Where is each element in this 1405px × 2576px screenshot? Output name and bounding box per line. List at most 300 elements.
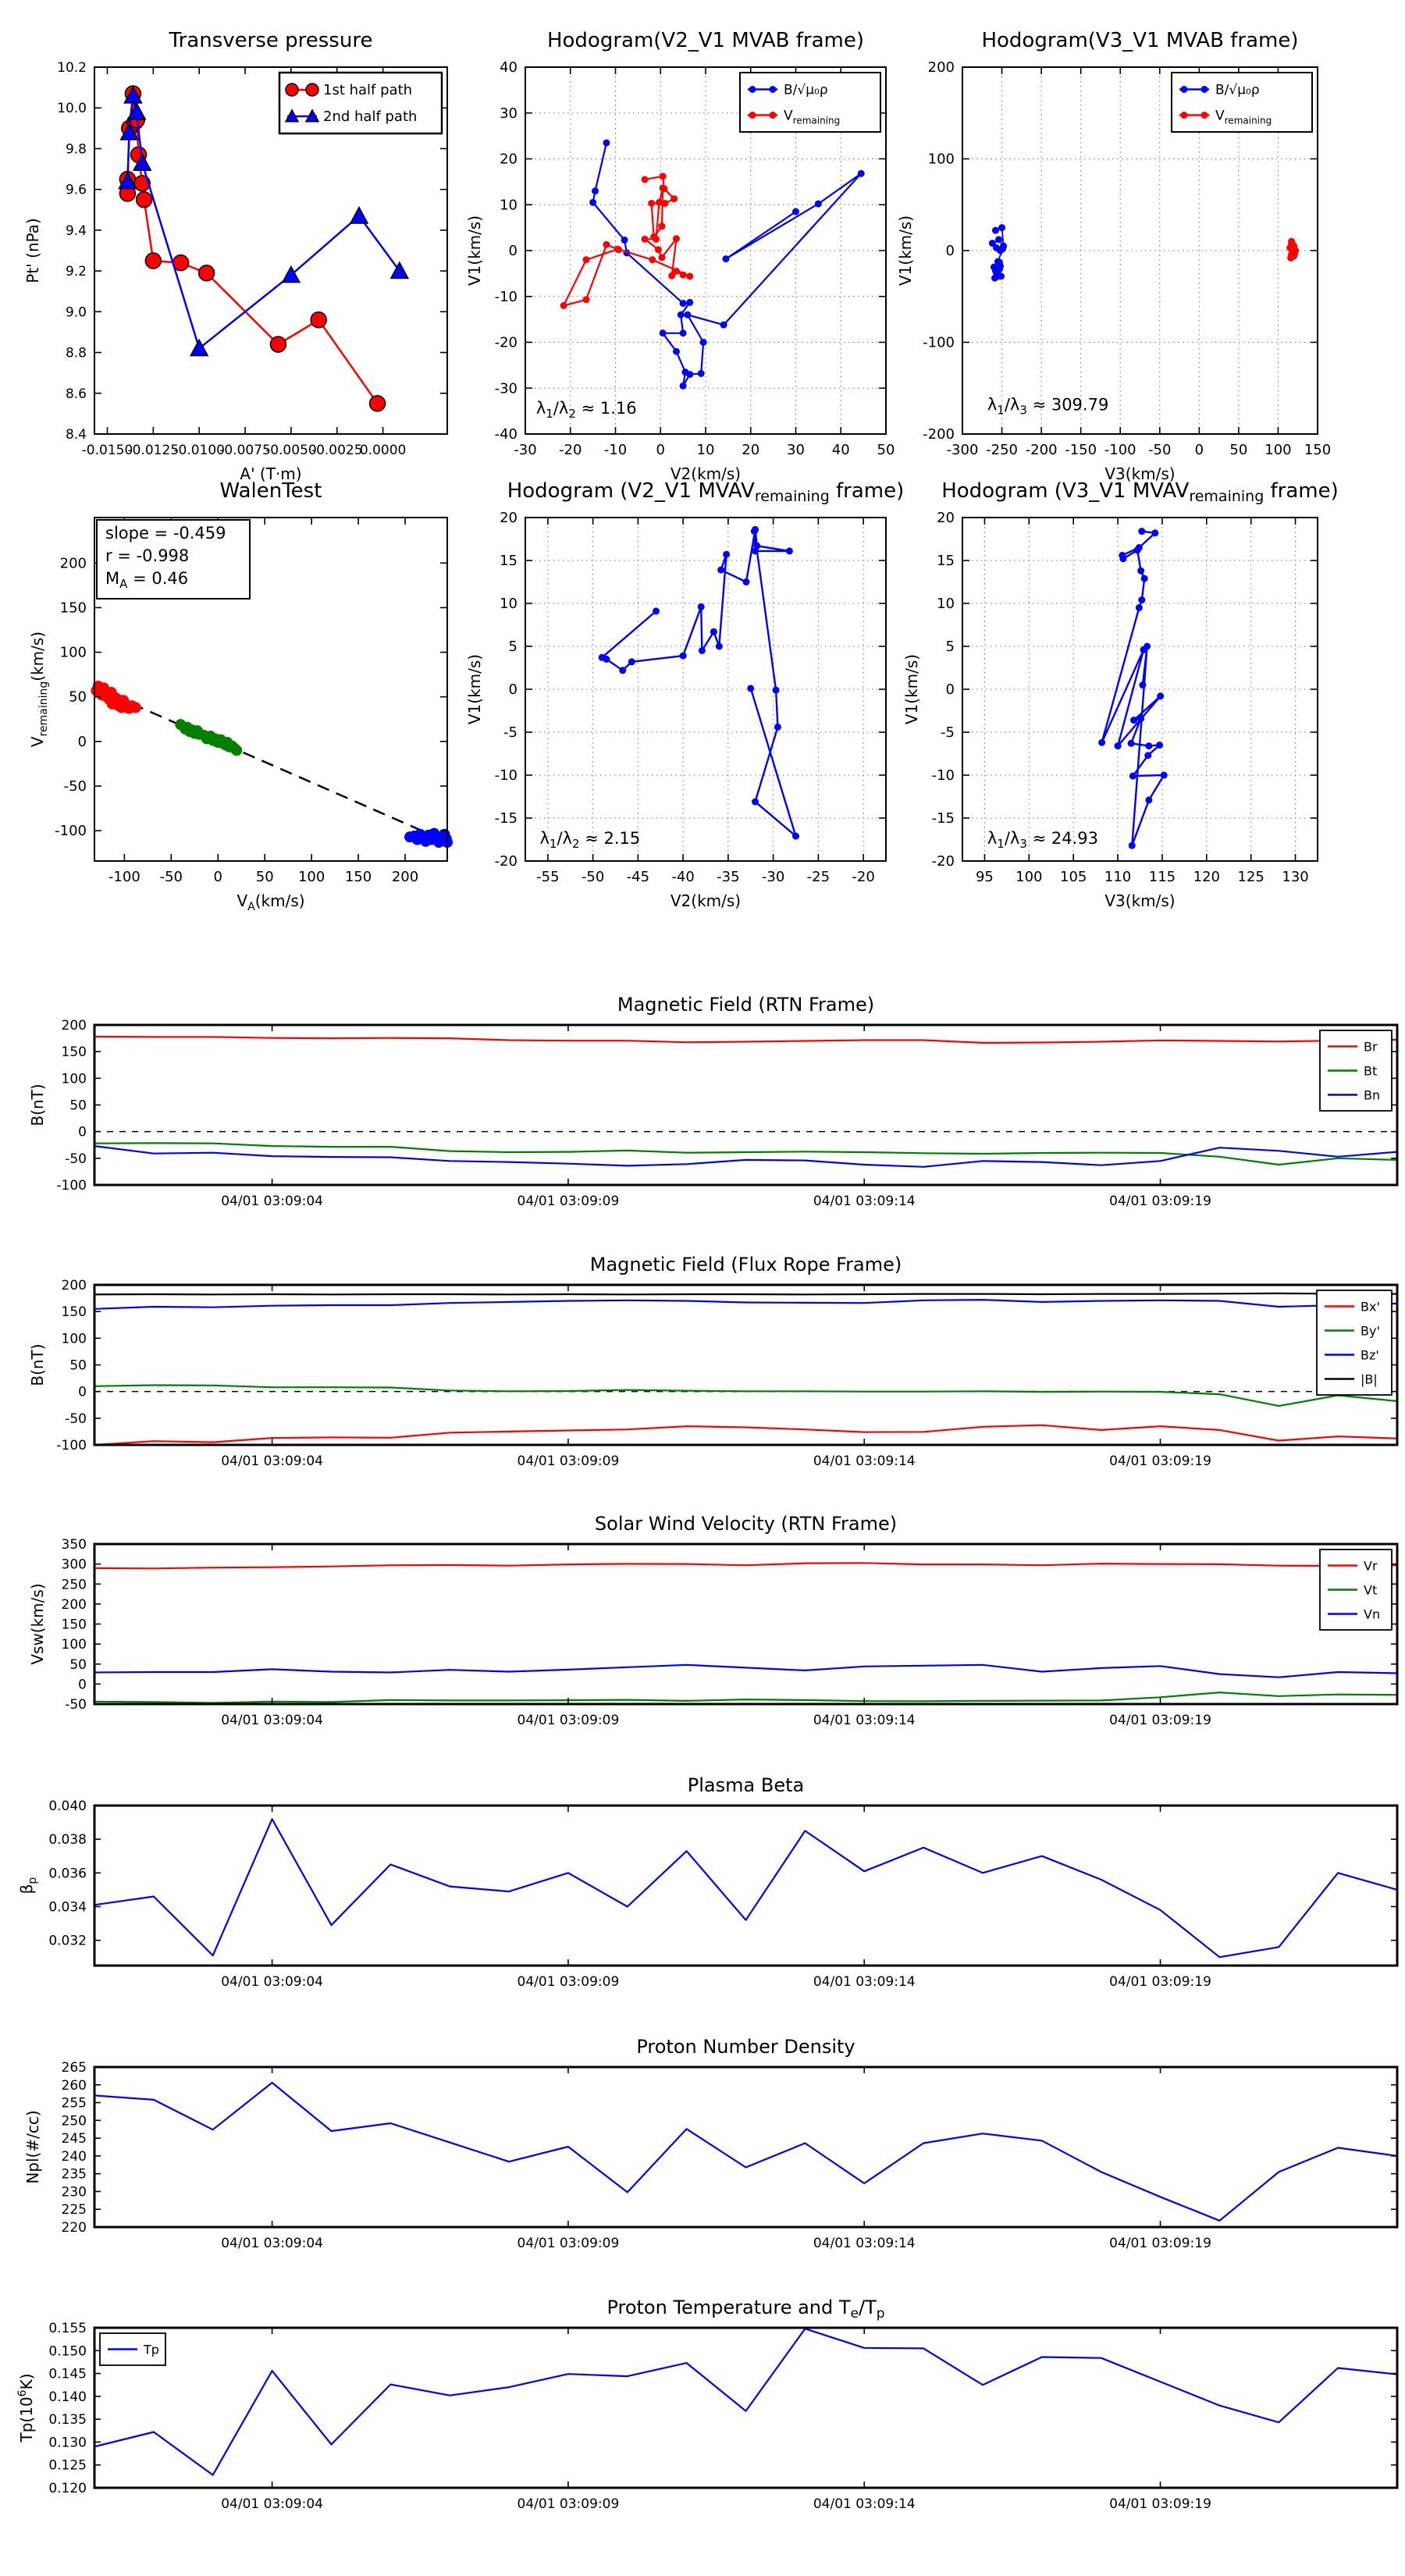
x-tick-label: 110 bbox=[1104, 869, 1132, 885]
marker-dot bbox=[582, 296, 589, 303]
x-tick-label: 30 bbox=[787, 442, 805, 458]
chart-title: Magnetic Field (Flux Rope Frame) bbox=[589, 1254, 902, 1276]
chart-title: Magnetic Field (RTN Frame) bbox=[617, 994, 875, 1016]
y-tick-label: 8.8 bbox=[65, 345, 87, 361]
y-tick-label: 0.140 bbox=[48, 2389, 87, 2405]
x-tick-label: -0.0075 bbox=[219, 443, 271, 458]
chart-mag-flux-rope bbox=[28, 1254, 1397, 1469]
y-tick-label: 0.040 bbox=[48, 1799, 87, 1814]
y-tick-label: 0 bbox=[78, 1677, 87, 1693]
marker-circle bbox=[306, 84, 318, 96]
chart-hodogram-v3v1-mvab bbox=[896, 29, 1331, 483]
y-tick-label: 8.4 bbox=[65, 427, 87, 443]
marker-dot bbox=[680, 653, 687, 660]
marker-dot bbox=[1137, 568, 1144, 575]
y-tick-label: 20 bbox=[937, 510, 955, 526]
marker-dot bbox=[680, 272, 687, 279]
marker-dot bbox=[720, 322, 727, 329]
y-tick-label: -100 bbox=[56, 1438, 87, 1453]
marker-dot bbox=[723, 551, 730, 558]
series-middle points bbox=[175, 719, 242, 756]
legend bbox=[1317, 1290, 1392, 1395]
ticks bbox=[56, 1018, 1397, 1209]
series-B hodogram bbox=[599, 526, 799, 840]
y-tick-label: 9.0 bbox=[65, 304, 87, 321]
y-tick-label: 0.155 bbox=[48, 2321, 87, 2336]
marker-dot bbox=[1129, 773, 1136, 780]
y-tick-label: -20 bbox=[931, 853, 955, 870]
x-tick-label: 95 bbox=[975, 869, 994, 885]
x-tick-label: 04/01 03:09:14 bbox=[813, 2496, 916, 2512]
marker-circle bbox=[199, 265, 215, 281]
marker-triangle bbox=[391, 262, 408, 278]
y-tick-label: 20 bbox=[500, 151, 518, 168]
y-tick-label: 9.2 bbox=[65, 264, 87, 280]
marker-dot bbox=[684, 311, 691, 318]
y-tick-label: 30 bbox=[500, 105, 518, 122]
annotation: $\lambda_1/\lambda_3 \approx 24.93$ bbox=[987, 829, 1098, 851]
y-axis-label: $V_{remaining}(km/s)$ bbox=[28, 631, 50, 748]
x-tick-label: 200 bbox=[391, 869, 419, 885]
marker-dot bbox=[680, 382, 687, 390]
marker-dot bbox=[1161, 772, 1168, 779]
y-tick-label: 200 bbox=[927, 59, 955, 76]
x-tick-label: -150 bbox=[1065, 442, 1097, 458]
marker-dot bbox=[686, 272, 693, 279]
marker-dot bbox=[1289, 240, 1296, 247]
y-tick-label: 230 bbox=[61, 2184, 87, 2201]
legend-label: $V_{remaining}$ bbox=[784, 108, 841, 126]
x-tick-label: -0.0025 bbox=[311, 443, 363, 458]
y-axis-label: V1(km/s) bbox=[902, 653, 921, 725]
annotation: $\lambda_1/\lambda_2 \approx 1.16$ bbox=[535, 399, 637, 422]
marker-dot bbox=[774, 724, 781, 731]
ticks bbox=[495, 510, 886, 885]
marker-circle bbox=[311, 312, 326, 328]
y-tick-label: 0.036 bbox=[48, 1866, 87, 1882]
marker-dot bbox=[615, 246, 622, 253]
marker-dot bbox=[656, 199, 663, 206]
y-tick-label: 50 bbox=[69, 1357, 87, 1374]
marker-dot bbox=[1137, 715, 1144, 722]
marker-dot bbox=[673, 268, 680, 275]
marker-dot bbox=[603, 139, 610, 146]
x-tick-label: 04/01 03:09:19 bbox=[1109, 1194, 1211, 1209]
x-tick-label: 04/01 03:09:09 bbox=[517, 1453, 620, 1469]
x-tick-label: -250 bbox=[986, 442, 1018, 458]
y-tick-label: 5 bbox=[945, 639, 955, 655]
y-tick-label: 0 bbox=[945, 681, 955, 698]
marker-dot bbox=[648, 200, 655, 207]
marker-dot bbox=[752, 547, 759, 554]
y-tick-label: 150 bbox=[61, 1304, 87, 1321]
x-tick-label: -100 bbox=[108, 869, 140, 885]
y-tick-label: 9.8 bbox=[65, 141, 87, 158]
y-axis-label: Vsw(km/s) bbox=[28, 1583, 47, 1665]
marker-dot bbox=[628, 658, 635, 665]
y-tick-label: 260 bbox=[61, 2077, 87, 2094]
x-tick-label: 04/01 03:09:04 bbox=[221, 1974, 323, 1990]
marker-dot bbox=[792, 833, 799, 840]
chart-title: WalenTest bbox=[219, 479, 322, 503]
chart-title: Hodogram (V2_V1 MVAVremaining frame) bbox=[507, 479, 905, 505]
x-axis-label: V2(km/s) bbox=[670, 464, 742, 483]
marker-dot bbox=[1157, 692, 1164, 699]
y-tick-label: 0 bbox=[508, 681, 518, 698]
marker-dot bbox=[815, 201, 822, 208]
marker-circle bbox=[145, 253, 161, 269]
y-tick-label: 50 bbox=[69, 1656, 87, 1673]
chart-hodogram-v2v1-mvab bbox=[465, 29, 895, 483]
marker-circle bbox=[370, 396, 386, 411]
x-axis-label: V3(km/s) bbox=[1104, 891, 1176, 910]
marker-dot bbox=[1201, 86, 1208, 93]
marker-dot bbox=[655, 246, 662, 253]
annotation: $\lambda_1/\lambda_3 \approx 309.79$ bbox=[987, 395, 1109, 418]
marker-dot bbox=[1129, 842, 1136, 849]
marker-dot bbox=[747, 685, 754, 692]
y-tick-label: 10 bbox=[937, 596, 955, 612]
x-tick-label: -100 bbox=[1104, 442, 1136, 458]
y-tick-label: 8.6 bbox=[65, 386, 87, 402]
legend bbox=[279, 73, 442, 133]
y-tick-label: 0.032 bbox=[48, 1933, 87, 1949]
x-tick-label: 50 bbox=[1229, 442, 1248, 458]
x-tick-label: 04/01 03:09:09 bbox=[517, 1974, 620, 1990]
y-tick-label: 15 bbox=[500, 553, 518, 569]
y-tick-label: 15 bbox=[937, 553, 955, 569]
y-tick-label: 0 bbox=[508, 243, 518, 259]
x-tick-label: 04/01 03:09:09 bbox=[517, 1194, 620, 1209]
x-tick-label: 04/01 03:09:19 bbox=[1109, 2236, 1211, 2251]
y-tick-label: 9.6 bbox=[65, 182, 87, 198]
x-tick-label: -200 bbox=[1025, 442, 1058, 458]
y-tick-label: 0 bbox=[78, 1384, 87, 1400]
x-tick-label: 04/01 03:09:14 bbox=[813, 1974, 916, 1990]
y-tick-label: 150 bbox=[61, 1044, 87, 1061]
y-tick-label: -10 bbox=[494, 288, 518, 305]
x-tick-label: 04/01 03:09:04 bbox=[221, 1194, 323, 1209]
marker-dot bbox=[621, 237, 628, 244]
y-axis-label: $\beta_p$ bbox=[17, 1877, 39, 1895]
series-Br bbox=[94, 1037, 1397, 1043]
y-tick-label: 220 bbox=[61, 2220, 87, 2236]
y-tick-label: 10 bbox=[500, 197, 518, 214]
series-fit line bbox=[94, 688, 447, 842]
y-tick-label: 100 bbox=[59, 644, 87, 661]
x-tick-label: 120 bbox=[1193, 869, 1220, 885]
x-tick-label: -50 bbox=[159, 869, 183, 885]
marker-dot bbox=[130, 702, 141, 713]
axes-frame bbox=[94, 1806, 1397, 1966]
grid bbox=[525, 518, 886, 861]
marker-dot bbox=[1138, 528, 1145, 535]
y-tick-label: -50 bbox=[65, 1697, 87, 1713]
y-axis-label: Npl(#/cc) bbox=[23, 2110, 42, 2184]
legend bbox=[100, 2333, 165, 2365]
marker-dot bbox=[1141, 575, 1148, 582]
marker-dot bbox=[1201, 112, 1208, 119]
marker-dot bbox=[770, 86, 777, 93]
legend-label: B/√μ₀ρ bbox=[1215, 82, 1260, 98]
x-tick-label: -10 bbox=[603, 442, 628, 458]
marker-dot bbox=[1098, 739, 1105, 746]
x-tick-label: 100 bbox=[297, 869, 325, 885]
legend bbox=[740, 73, 880, 132]
y-tick-label: 9.4 bbox=[65, 222, 87, 239]
chart-vsw-rtn bbox=[28, 1513, 1397, 1728]
chart-title: Solar Wind Velocity (RTN Frame) bbox=[594, 1513, 898, 1535]
x-tick-label: 115 bbox=[1148, 869, 1176, 885]
series-By' bbox=[94, 1386, 1397, 1407]
series-|B| bbox=[94, 1293, 1397, 1294]
y-tick-label: -10 bbox=[494, 767, 518, 784]
y-tick-label: 200 bbox=[61, 1018, 87, 1034]
y-tick-label: -50 bbox=[65, 1411, 87, 1427]
marker-dot bbox=[1144, 643, 1151, 650]
x-tick-label: 04/01 03:09:09 bbox=[517, 1713, 620, 1728]
y-axis-label: B(nT) bbox=[28, 1343, 47, 1386]
marker-dot bbox=[858, 170, 865, 177]
x-tick-label: 04/01 03:09:19 bbox=[1109, 2496, 1211, 2512]
y-axis-label: V1(km/s) bbox=[465, 653, 484, 725]
marker-dot bbox=[603, 241, 610, 248]
marker-dot bbox=[1288, 251, 1295, 258]
legend-label: Vt bbox=[1364, 1582, 1378, 1598]
x-axis-label: V3(km/s) bbox=[1104, 464, 1176, 483]
series-B hodogram bbox=[1098, 528, 1168, 849]
stats-line: $M_A = 0.46$ bbox=[105, 569, 189, 591]
marker-dot bbox=[722, 255, 729, 262]
y-tick-label: 10.2 bbox=[57, 60, 87, 76]
x-tick-label: -20 bbox=[852, 869, 875, 885]
x-axis-label: A' (T·m) bbox=[240, 464, 302, 483]
y-axis-label: B(nT) bbox=[28, 1083, 47, 1126]
y-tick-label: 245 bbox=[61, 2131, 87, 2147]
marker-dot bbox=[619, 667, 626, 674]
x-tick-label: -25 bbox=[806, 869, 831, 885]
x-tick-label: 0.0000 bbox=[359, 443, 407, 458]
legend-label: Bz' bbox=[1361, 1347, 1379, 1363]
marker-dot bbox=[1145, 796, 1152, 803]
marker-dot bbox=[589, 199, 596, 206]
y-tick-label: -200 bbox=[923, 426, 955, 443]
x-tick-label: 04/01 03:09:19 bbox=[1109, 1453, 1211, 1469]
marker-dot bbox=[996, 259, 1003, 266]
marker-dot bbox=[698, 603, 705, 610]
y-tick-label: 0 bbox=[945, 243, 955, 259]
chart-title: Plasma Beta bbox=[687, 1774, 805, 1796]
marker-dot bbox=[999, 245, 1006, 252]
x-tick-label: -40 bbox=[671, 869, 695, 885]
chart-mag-rtn bbox=[28, 994, 1397, 1209]
x-tick-label: 04/01 03:09:19 bbox=[1109, 1974, 1211, 1990]
x-tick-label: -20 bbox=[559, 442, 582, 458]
series-beta bbox=[94, 1819, 1397, 1957]
x-tick-label: 04/01 03:09:14 bbox=[813, 1194, 916, 1209]
x-tick-label: -50 bbox=[1148, 442, 1172, 458]
marker-dot bbox=[1181, 86, 1188, 93]
y-tick-label: 240 bbox=[61, 2148, 87, 2165]
x-tick-label: 50 bbox=[255, 869, 274, 885]
y-tick-label: 5 bbox=[508, 639, 518, 655]
y-tick-label: 0.120 bbox=[48, 2481, 87, 2496]
y-tick-label: 265 bbox=[61, 2060, 87, 2076]
marker-dot bbox=[560, 302, 567, 309]
chart-plasma-beta bbox=[17, 1774, 1397, 1990]
legend-label: By' bbox=[1361, 1323, 1380, 1339]
x-tick-label: -30 bbox=[514, 442, 537, 458]
marker-dot bbox=[653, 607, 660, 614]
y-tick-label: -100 bbox=[56, 1178, 87, 1194]
marker-dot bbox=[710, 628, 717, 635]
y-tick-label: -50 bbox=[65, 1151, 87, 1167]
axes-frame bbox=[94, 1544, 1397, 1704]
y-tick-label: 0.135 bbox=[48, 2412, 87, 2428]
y-tick-label: 225 bbox=[61, 2202, 87, 2218]
x-tick-label: 40 bbox=[831, 442, 850, 458]
x-tick-label: 04/01 03:09:14 bbox=[813, 1453, 916, 1469]
y-tick-label: -5 bbox=[503, 724, 518, 741]
x-tick-label: -35 bbox=[717, 869, 740, 885]
x-tick-label: 150 bbox=[1304, 442, 1332, 458]
y-tick-label: 250 bbox=[61, 2113, 87, 2129]
marker-dot bbox=[1134, 546, 1141, 553]
x-tick-label: -0.0050 bbox=[265, 443, 317, 458]
legend-label: Bt bbox=[1364, 1063, 1378, 1079]
x-tick-label: 04/01 03:09:04 bbox=[221, 2496, 323, 2512]
legend-label: Bn bbox=[1364, 1087, 1381, 1103]
legend-label: Tp bbox=[144, 2342, 159, 2357]
y-tick-label: 250 bbox=[61, 1577, 87, 1593]
x-tick-label: 0 bbox=[656, 442, 665, 458]
chart-title: Transverse pressure bbox=[169, 29, 373, 52]
y-axis-label: $Tp(10^6K)$ bbox=[16, 2373, 36, 2443]
marker-dot bbox=[603, 656, 610, 663]
series-Bt bbox=[94, 1143, 1397, 1165]
marker-dot bbox=[678, 311, 685, 318]
chart-title: Proton Temperature and $T_e/T_p$ bbox=[606, 2297, 885, 2322]
y-tick-label: 100 bbox=[61, 1071, 87, 1087]
y-tick-label: -100 bbox=[923, 334, 955, 351]
series-Tp bbox=[94, 2329, 1397, 2475]
x-tick-label: -300 bbox=[946, 442, 979, 458]
x-tick-label: 20 bbox=[742, 442, 760, 458]
marker-dot bbox=[660, 329, 667, 336]
marker-dot bbox=[673, 235, 680, 242]
annotation: $\lambda_1/\lambda_2 \approx 2.15$ bbox=[539, 829, 641, 851]
x-tick-label: 150 bbox=[344, 869, 372, 885]
series-Bx' bbox=[94, 1425, 1397, 1445]
y-tick-label: 300 bbox=[61, 1557, 87, 1573]
legend-label: |B| bbox=[1361, 1372, 1378, 1387]
y-tick-label: 20 bbox=[500, 510, 518, 526]
marker-dot bbox=[658, 222, 665, 229]
y-axis-label: Pt' (nPa) bbox=[23, 218, 42, 283]
series-B/√μ₀ρ bbox=[989, 224, 1007, 282]
marker-dot bbox=[686, 371, 693, 378]
chart-title: Hodogram(V3_V1 MVAB frame) bbox=[981, 29, 1299, 52]
x-tick-label: 125 bbox=[1237, 869, 1264, 885]
x-tick-label: 04/01 03:09:14 bbox=[813, 1713, 916, 1728]
marker-circle bbox=[137, 192, 152, 208]
y-tick-label: 100 bbox=[61, 1331, 87, 1347]
x-tick-label: -0.0125 bbox=[127, 443, 180, 458]
x-tick-label: 04/01 03:09:09 bbox=[517, 2496, 620, 2512]
x-tick-label: -55 bbox=[536, 869, 560, 885]
y-tick-label: 350 bbox=[61, 1537, 87, 1553]
marker-dot bbox=[1115, 742, 1122, 749]
marker-dot bbox=[786, 547, 793, 554]
y-tick-label: 0.130 bbox=[48, 2435, 87, 2451]
series-V_{remaining} bbox=[1286, 238, 1299, 262]
marker-circle bbox=[286, 84, 298, 96]
marker-dot bbox=[231, 745, 242, 756]
x-tick-label: 04/01 03:09:19 bbox=[1109, 1713, 1211, 1728]
x-tick-label: -0.0150 bbox=[81, 443, 133, 458]
y-tick-label: 100 bbox=[927, 151, 955, 168]
marker-dot bbox=[642, 176, 649, 183]
chart-title: Hodogram(V2_V1 MVAB frame) bbox=[546, 29, 865, 52]
x-tick-label: 105 bbox=[1060, 869, 1087, 885]
marker-dot bbox=[717, 567, 724, 574]
series-1st half path bbox=[119, 86, 385, 411]
marker-dot bbox=[1136, 604, 1143, 611]
marker-dot bbox=[749, 112, 756, 119]
marker-dot bbox=[770, 112, 777, 119]
legend-label: Br bbox=[1364, 1039, 1378, 1055]
marker-dot bbox=[773, 687, 780, 694]
stats-line: slope = -0.459 bbox=[105, 524, 226, 543]
y-tick-label: 255 bbox=[61, 2095, 87, 2112]
marker-dot bbox=[792, 208, 799, 215]
chart-hodogram-v2v1-mvav bbox=[465, 479, 904, 910]
y-tick-label: -20 bbox=[494, 853, 518, 870]
axes-frame bbox=[525, 518, 886, 861]
marker-dot bbox=[752, 799, 759, 806]
marker-dot bbox=[658, 254, 665, 261]
marker-dot bbox=[582, 256, 589, 263]
legend bbox=[1320, 1030, 1392, 1111]
axes-frame bbox=[94, 2067, 1397, 2227]
marker-dot bbox=[673, 348, 680, 355]
marker-dot bbox=[1130, 717, 1137, 724]
marker-dot bbox=[1151, 529, 1158, 536]
marker-dot bbox=[1128, 740, 1135, 747]
x-tick-label: 130 bbox=[1282, 869, 1309, 885]
chart-proton-temperature bbox=[16, 2297, 1397, 2512]
x-tick-label: 04/01 03:09:09 bbox=[517, 2236, 620, 2251]
x-tick-label: 04/01 03:09:14 bbox=[813, 2236, 916, 2251]
marker-dot bbox=[1138, 596, 1145, 603]
y-tick-label: 200 bbox=[59, 555, 87, 572]
marker-dot bbox=[1145, 742, 1152, 749]
y-tick-label: 0 bbox=[77, 733, 87, 750]
y-tick-label: 150 bbox=[61, 1617, 87, 1633]
legend-label: $V_{remaining}$ bbox=[1215, 108, 1272, 126]
y-tick-label: 200 bbox=[61, 1278, 87, 1293]
marker-dot bbox=[1119, 555, 1126, 562]
y-tick-label: 10.0 bbox=[57, 101, 87, 117]
y-tick-label: 50 bbox=[69, 688, 87, 706]
y-tick-label: 0.145 bbox=[48, 2366, 87, 2382]
legend-label: 2nd half path bbox=[323, 109, 418, 125]
axes-frame bbox=[94, 1025, 1397, 1185]
stats-line: r = -0.998 bbox=[105, 546, 190, 565]
legend bbox=[1320, 1550, 1392, 1630]
y-tick-label: 50 bbox=[69, 1098, 87, 1114]
marker-dot bbox=[995, 236, 1002, 243]
